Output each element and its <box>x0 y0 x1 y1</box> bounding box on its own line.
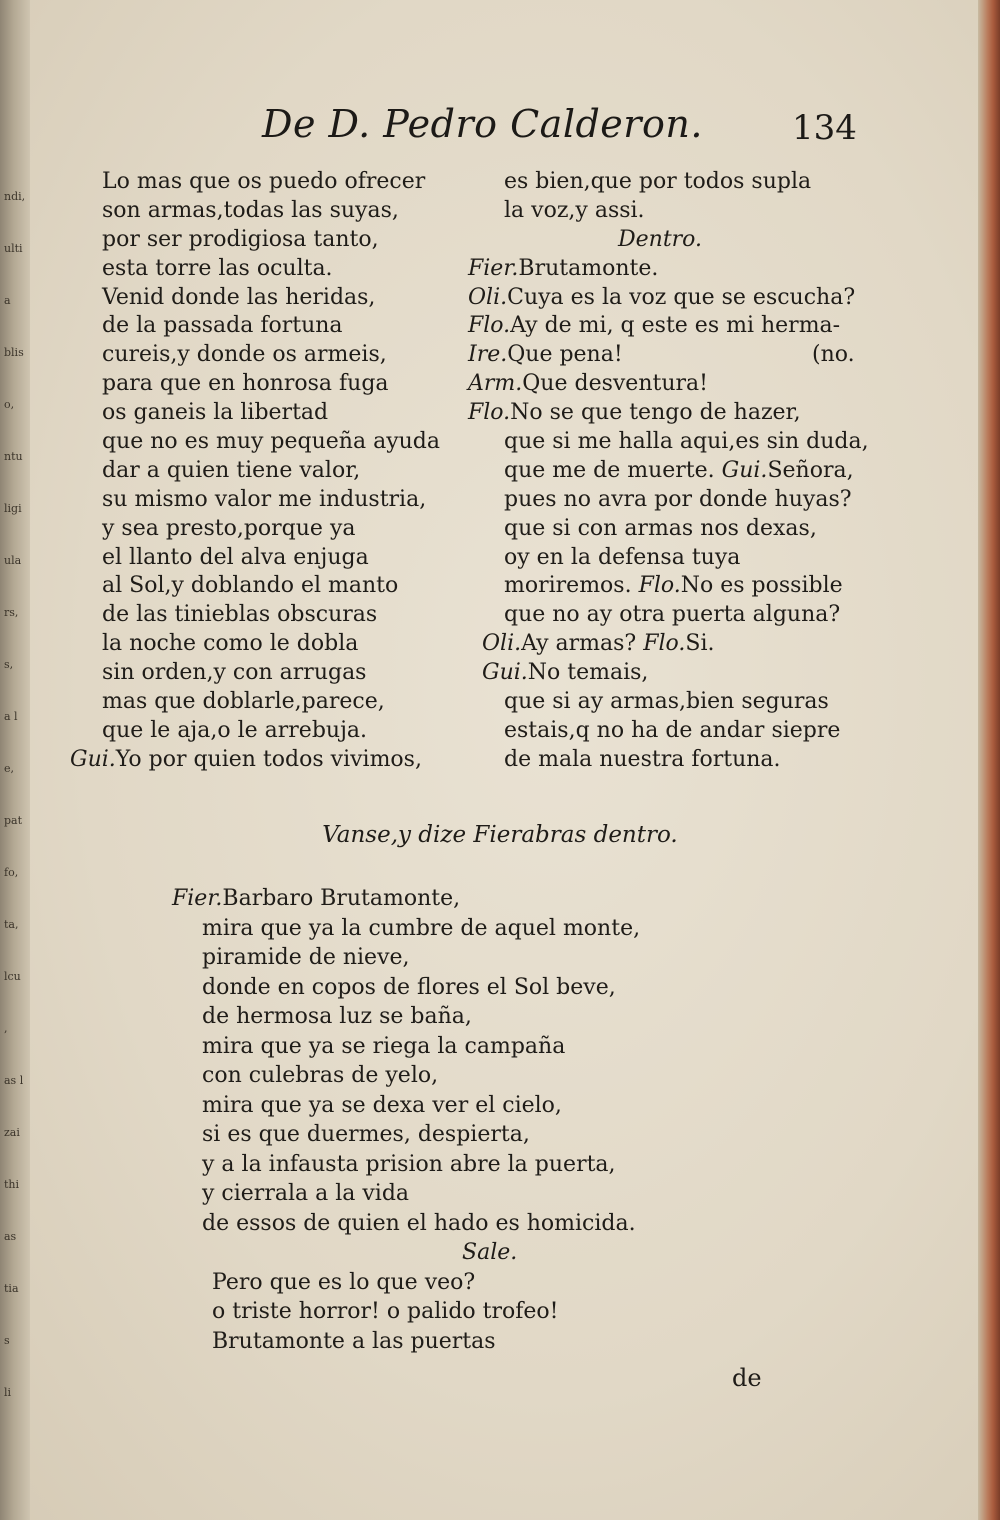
gutter-fragment: fo, <box>4 866 19 879</box>
verse-line <box>70 370 450 399</box>
verse-line <box>172 1268 872 1298</box>
verse-line <box>70 226 450 255</box>
line-text: y a la infausta prision abre la puerta, <box>202 1151 616 1177</box>
line-text: mira que ya se dexa ver el cielo, <box>202 1092 562 1118</box>
verse-line <box>468 630 888 659</box>
gutter-fragment: thi <box>4 1178 20 1191</box>
verse-line <box>468 544 888 573</box>
gutter-fragment: ndi, <box>4 190 26 203</box>
verse-line <box>70 312 450 341</box>
page-edge <box>978 0 1000 1520</box>
gutter-fragment: zai <box>4 1126 20 1139</box>
verse-line <box>172 1002 872 1032</box>
line-text: que me de muerte. <box>504 457 715 483</box>
verse-line <box>172 1032 872 1062</box>
line-text: Ay armas? <box>521 631 637 657</box>
verse-line <box>172 914 872 944</box>
verse-line <box>70 284 450 313</box>
line-text: de la passada fortuna <box>102 313 343 339</box>
verse-line <box>172 1179 872 1209</box>
verse-line <box>468 370 888 399</box>
gutter-fragment: li <box>4 1386 12 1399</box>
line-text: de las tinieblas obscuras <box>102 602 378 628</box>
line-text: mas que doblarle,parece, <box>102 689 385 715</box>
line-text: mira que ya la cumbre de aquel monte, <box>202 915 641 941</box>
line-text: son armas,todas las suyas, <box>102 197 399 223</box>
verse-line <box>70 341 450 370</box>
line-text: con culebras de yelo, <box>202 1063 439 1088</box>
line-text: mira que ya se riega la campaña <box>202 1033 566 1059</box>
line-text: que si ay armas,bien seguras <box>504 689 829 715</box>
gutter-binding <box>0 0 30 1520</box>
line-text: moriremos. <box>504 573 632 599</box>
line-text: Brutamonte a las puertas <box>212 1328 496 1354</box>
gutter-fragment: as l <box>4 1074 24 1087</box>
speaker-label: Gui. <box>482 660 528 686</box>
line-text: es bien,que por todos supla <box>504 169 812 194</box>
speaker-label: Flo. <box>643 631 686 657</box>
speaker-label: Flo. <box>468 313 511 339</box>
line-text: No es possible <box>680 573 843 599</box>
running-title: De D. Pedro Calderon. <box>262 102 703 146</box>
verse-line <box>70 255 450 284</box>
line-text: dar a quien tiene valor, <box>102 457 361 483</box>
line-text: de mala nuestra fortuna. <box>504 746 781 772</box>
line-text: para que en honrosa fuga <box>102 371 389 397</box>
gutter-fragment: ulti <box>4 242 23 255</box>
line-text: Brutamonte. <box>518 255 659 281</box>
catchword: de <box>732 1364 762 1392</box>
gutter-fragment: e, <box>4 762 15 775</box>
line-text: y sea presto,porque ya <box>102 515 356 541</box>
verse-line <box>70 428 450 457</box>
line-text: al Sol,y doblando el manto <box>102 573 399 599</box>
line-text: la voz,y assi. <box>504 197 645 223</box>
gutter-fragment: a <box>4 294 11 307</box>
verse-line <box>468 255 888 284</box>
gutter-fragment: s <box>4 1334 10 1347</box>
verse-line <box>468 399 888 428</box>
stage-direction: Vanse,y dize Fierabras dentro. <box>322 822 678 848</box>
line-text: estais,q no ha de andar siepre <box>504 717 841 743</box>
line-text: oy en la defensa tuya <box>504 544 741 570</box>
verse-line <box>468 341 888 370</box>
line-text: la noche como le dobla <box>102 631 359 657</box>
speaker-label: Fier. <box>468 255 519 281</box>
line-text: os ganeis la libertad <box>102 400 329 426</box>
verse-line <box>70 630 450 659</box>
line-text: por ser prodigiosa tanto, <box>102 226 379 252</box>
verse-line <box>468 312 888 341</box>
gutter-fragment: o, <box>4 398 15 411</box>
verse-line <box>468 659 888 688</box>
verse-line <box>468 226 888 255</box>
line-text: que si me halla aqui,es sin duda, <box>504 429 869 455</box>
line-text: que no ay otra puerta alguna? <box>504 602 841 628</box>
verse-line <box>172 973 872 1003</box>
verse-line <box>172 1091 872 1121</box>
line-text: que le aja,o le arrebuja. <box>102 717 367 743</box>
speaker-label: Fier. <box>172 886 223 911</box>
verse-line <box>172 884 872 914</box>
line-text: que si con armas nos dexas, <box>504 515 817 541</box>
verse-line <box>172 1297 872 1327</box>
verse-line <box>172 1209 872 1239</box>
verse-line <box>468 428 888 457</box>
verse-line <box>468 601 888 630</box>
speaker-label: Oli. <box>482 631 522 657</box>
left-column <box>70 168 450 775</box>
verse-line <box>468 284 888 313</box>
line-text: Sale. <box>462 1240 518 1265</box>
line-text: Ay de mi, q este es mi herma- <box>510 313 841 339</box>
verse-line <box>468 197 888 226</box>
verse-line <box>172 1327 872 1357</box>
verse-line <box>70 457 450 486</box>
gutter-fragment: as <box>4 1230 17 1243</box>
line-text: y cierrala a la vida <box>202 1181 410 1206</box>
line-text: que no es muy pequeña ayuda <box>102 429 440 455</box>
line-text: de hermosa luz se baña, <box>202 1004 472 1029</box>
gutter-fragment: a l <box>4 710 18 723</box>
gutter-fragment: , <box>4 1022 8 1035</box>
verse-line <box>172 943 872 973</box>
line-text: Venid donde las heridas, <box>102 284 376 310</box>
gutter-fragment: ula <box>4 554 22 567</box>
line-text: donde en copos de flores el Sol beve, <box>202 974 616 1000</box>
line-text: Lo mas que os puedo ofrecer <box>102 169 426 194</box>
speaker-label: Flo. <box>468 400 511 426</box>
line-text: Que desventura! <box>522 371 708 397</box>
gutter-fragment: pat <box>4 814 23 827</box>
verse-line <box>70 168 450 197</box>
gutter-fragment: ntu <box>4 450 23 463</box>
line-text: Que pena! <box>507 342 623 368</box>
line-tail: (no. <box>812 342 855 368</box>
line-text: esta torre las oculta. <box>102 255 333 281</box>
verse-line <box>468 572 888 601</box>
line-text: sin orden,y con arrugas <box>102 660 367 686</box>
line-text: pues no avra por donde huyas? <box>504 486 852 512</box>
line-text: el llanto del alva enjuga <box>102 544 369 570</box>
line-text: cureis,y donde os armeis, <box>102 342 387 368</box>
page-header <box>0 102 1000 162</box>
line-text: Cuya es la voz que se escucha? <box>507 284 856 310</box>
verse-line <box>70 544 450 573</box>
line-text: Señora, <box>767 457 854 483</box>
folio-number: 134 <box>792 108 857 148</box>
line-text: Pero que es lo que veo? <box>212 1269 476 1295</box>
verse-line <box>172 1238 872 1268</box>
speaker-label: Gui. <box>70 746 116 772</box>
verse-line <box>70 197 450 226</box>
verse-line <box>468 457 888 486</box>
verse-line <box>468 717 888 746</box>
verse-line <box>468 746 888 775</box>
line-text: Yo por quien todos vivimos, <box>115 746 422 772</box>
verse-line <box>70 486 450 515</box>
verse-line <box>70 659 450 688</box>
right-column <box>468 168 888 775</box>
line-text: su mismo valor me industria, <box>102 486 427 512</box>
line-text: si es que duermes, despierta, <box>202 1122 530 1147</box>
gutter-fragment: tia <box>4 1282 19 1295</box>
verse-line <box>468 688 888 717</box>
line-text: Barbaro Brutamonte, <box>222 886 461 911</box>
verse-line <box>468 515 888 544</box>
verse-line <box>172 1150 872 1180</box>
line-text: No se que tengo de hazer, <box>510 400 801 426</box>
speaker-label: Oli. <box>468 284 508 310</box>
bottom-section <box>172 884 872 1356</box>
speaker-label: Flo. <box>638 573 681 599</box>
gutter-fragment: rs, <box>4 606 19 619</box>
line-text: No temais, <box>527 660 649 686</box>
verse-line <box>172 1120 872 1150</box>
verse-line <box>468 168 888 197</box>
verse-line <box>70 572 450 601</box>
speaker-label: Arm. <box>468 371 523 397</box>
verse-line <box>70 746 450 775</box>
gutter-fragment: blis <box>4 346 24 359</box>
gutter-fragment: lcu <box>4 970 21 983</box>
verse-line <box>172 1061 872 1091</box>
speaker-label: Ire. <box>468 342 508 368</box>
verse-line <box>468 486 888 515</box>
verse-line <box>70 717 450 746</box>
gutter-fragment: s, <box>4 658 14 671</box>
verse-line <box>70 601 450 630</box>
gutter-fragment: ta, <box>4 918 19 931</box>
speaker-label: Gui. <box>721 457 768 483</box>
line-text: de essos de quien el hado es homicida. <box>202 1210 636 1236</box>
line-text: Dentro. <box>618 226 703 252</box>
verse-line <box>70 399 450 428</box>
line-text: o triste horror! o palido trofeo! <box>212 1299 559 1324</box>
verse-line <box>70 688 450 717</box>
verse-line <box>70 515 450 544</box>
line-text: Si. <box>685 631 715 657</box>
line-text: piramide de nieve, <box>202 945 410 970</box>
gutter-fragment: ligi <box>4 502 22 515</box>
